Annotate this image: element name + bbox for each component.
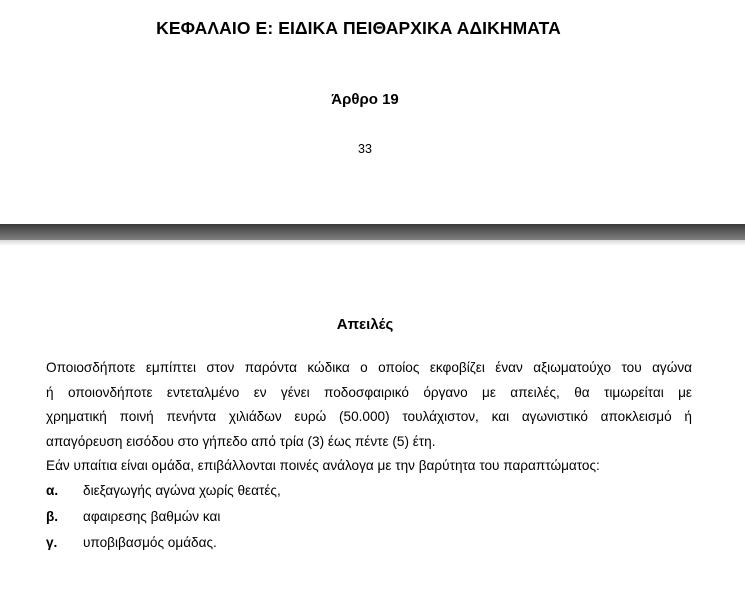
list-item bbox=[46, 505, 692, 531]
paragraph-line: απαγόρευση εισόδου στο γήπεδο από τρία (3) έως πέντε (5) έτη. bbox=[46, 433, 436, 449]
list-marker: γ. bbox=[46, 535, 58, 551]
penalty-list bbox=[46, 479, 692, 557]
list-marker: β. bbox=[46, 509, 59, 525]
list-item-text: αφαιρεσης βαθμών και bbox=[83, 509, 221, 525]
list-item-text: διεξαγωγής αγώνα χωρίς θεατές, bbox=[83, 483, 281, 499]
page-number: 33 bbox=[358, 142, 372, 156]
document-page-top bbox=[0, 0, 745, 224]
list-marker: α. bbox=[46, 483, 59, 499]
paragraph-line: ή οποιονδήποτε εντεταλμένο εν γένει ποδοσφαιρικό όργανο με απειλές, θα τιμωρείται με bbox=[46, 384, 692, 400]
section-heading: Απειλές bbox=[336, 316, 394, 333]
paragraph-line: χρηματική ποινή πενήντα χιλιάδων ευρώ (50.000) τουλάχιστον, και αγωνιστικό αποκλεισμό ή bbox=[46, 409, 692, 424]
page-shadow bbox=[0, 240, 745, 246]
list-item bbox=[46, 479, 692, 505]
list-item bbox=[46, 531, 692, 557]
page-separator bbox=[0, 224, 745, 240]
list-item-text: υποβιβασμός ομάδας. bbox=[83, 535, 217, 551]
article-body bbox=[46, 356, 692, 557]
article-title: Άρθρο 19 bbox=[331, 91, 399, 108]
penalty-intro-paragraph: Εάν υπαίτια είναι ομάδα, επιβάλλονται ποινές ανάλογα με την βαρύτητα του παραπτώματος: bbox=[46, 458, 600, 473]
paragraph-line: Οποιοσδήποτε εμπίπτει στον παρόντα κώδικα ο οποίος εκφοβίζει έναν αξιωματούχο του αγώνα bbox=[46, 360, 692, 375]
chapter-title: ΚΕΦΑΛΑΙΟ Ε: ΕΙΔΙΚΑ ΠΕΙΘΑΡΧΙΚΑ ΑΔΙΚΗΜΑΤΑ bbox=[156, 18, 561, 38]
